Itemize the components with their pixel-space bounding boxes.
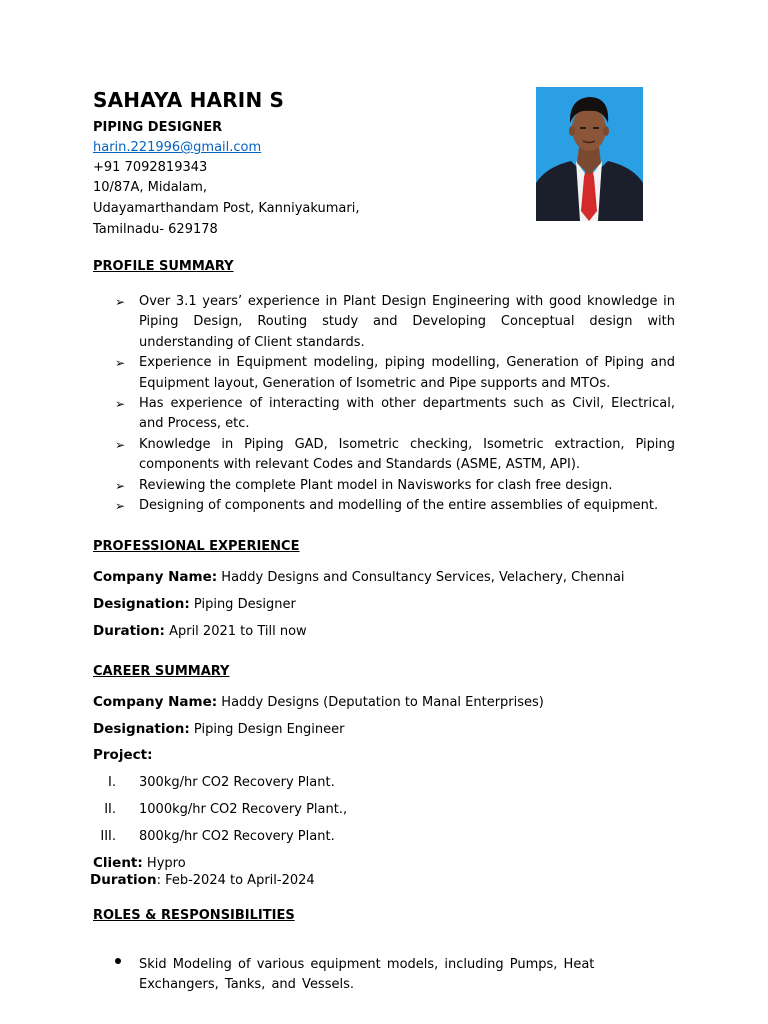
address-line-2: Udayamarthandam Post, Kanniyakumari,: [93, 201, 360, 216]
arrow-bullet-icon: ➢: [115, 499, 126, 514]
career-summary-heading: CAREER SUMMARY: [93, 664, 230, 679]
career-duration: Duration: Feb-2024 to April-2024: [90, 872, 315, 888]
address-line-3: Tamilnadu- 629178: [93, 222, 218, 237]
career-client: Client: Hypro: [93, 855, 186, 871]
experience-designation: Designation: Piping Designer: [93, 596, 296, 612]
project-item: 1000kg/hr CO2 Recovery Plant.,: [139, 802, 348, 817]
candidate-title: PIPING DESIGNER: [93, 120, 223, 135]
project-number: III.: [100, 829, 116, 844]
list-item: ➢ Knowledge in Piping GAD, Isometric checking, Isometric extraction, Piping components with relevant Codes and Standards (ASME, ASTM, API).: [115, 436, 675, 473]
email-link-row: [93, 140, 261, 156]
arrow-bullet-icon: ➢: [115, 437, 126, 452]
project-item: 300kg/hr CO2 Recovery Plant.: [139, 775, 335, 790]
profile-summary-list: [93, 292, 675, 516]
roles-list: [93, 955, 658, 996]
career-designation: Designation: Piping Design Engineer: [93, 721, 345, 737]
list-item: ➢ Has experience of interacting with other departments such as Civil, Electrical, and Process, etc.: [115, 396, 675, 432]
experience-duration: Duration: April 2021 to Till now: [93, 623, 307, 639]
career-project-label: Project:: [93, 747, 153, 763]
arrow-bullet-icon: ➢: [115, 397, 126, 412]
arrow-bullet-icon: ➢: [115, 295, 126, 309]
project-item: 800kg/hr CO2 Recovery Plant.: [139, 829, 335, 844]
arrow-bullet-icon: ➢: [115, 356, 126, 371]
list-item: ➢ Experience in Equipment modeling, piping modelling, Generation of Piping and Equipment layout, Generation of Isometric and Pipe supports and MTOs.: [115, 355, 675, 391]
list-item: ➢ Over 3.1 years’ experience in Plant Design Engineering with good knowledge in Piping Design, Routing study and Developing Conceptual design with understanding of Client standards.: [115, 294, 675, 350]
professional-experience-heading: PROFESSIONAL EXPERIENCE: [93, 539, 300, 554]
profile-summary-heading: PROFILE SUMMARY: [93, 259, 234, 274]
profile-photo: [536, 87, 643, 221]
profile-photo-drawing: [536, 87, 643, 221]
career-company: Company Name: Haddy Designs (Deputation to Manal Enterprises): [93, 694, 544, 710]
bullet-dot-icon: [115, 958, 121, 964]
arrow-bullet-icon: ➢: [115, 478, 126, 493]
experience-company: Company Name: Haddy Designs and Consultancy Services, Velachery, Chennai: [93, 569, 625, 585]
email-link[interactable]: harin.221996@gmail.com: [93, 140, 262, 155]
project-number: II.: [104, 802, 116, 817]
candidate-name: SAHAYA HARIN S: [93, 88, 285, 112]
address-line-1: 10/87A, Midalam,: [93, 180, 208, 195]
phone-number: +91 7092819343: [93, 160, 208, 175]
roles-responsibilities-heading: ROLES & RESPONSIBILITIES: [93, 908, 295, 923]
list-item: ➢ Designing of components and modelling of the entire assemblies of equipment.: [93, 496, 675, 516]
list-item: ➢ Reviewing the complete Plant model in Navisworks for clash free design.: [93, 476, 675, 496]
project-number: I.: [108, 775, 116, 790]
list-item: Skid Modeling of various equipment models, including Pumps, Heat Exchangers, Tanks, and Vessels.: [93, 955, 658, 996]
